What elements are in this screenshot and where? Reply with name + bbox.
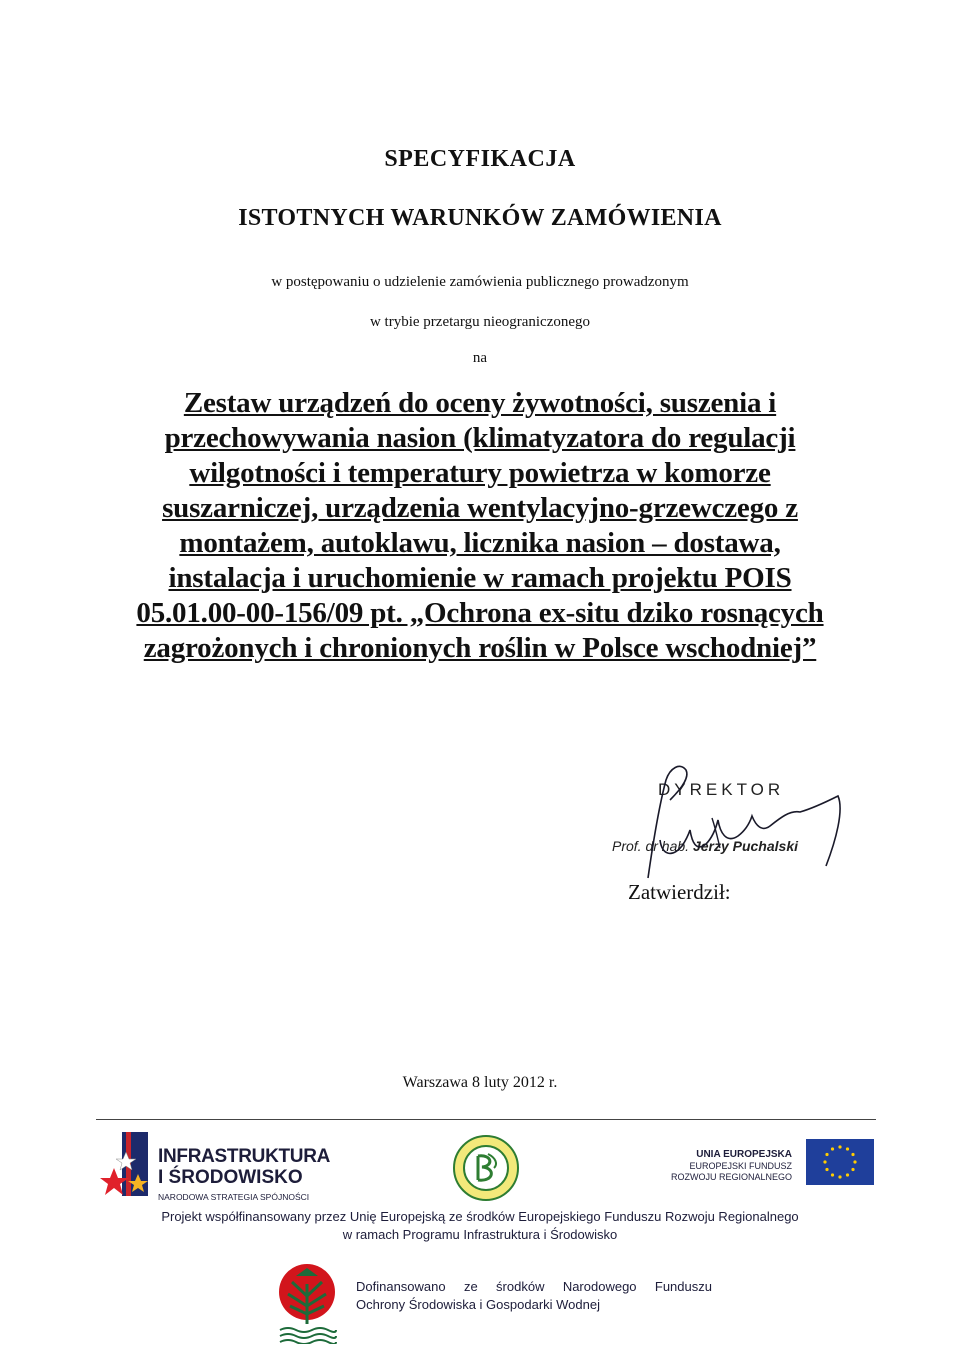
document-subtitle: ISTOTNYCH WARUNKÓW ZAMÓWIENIA (238, 205, 722, 231)
place-date: Warszawa 8 luty 2012 r. (402, 1074, 558, 1091)
nfosigw-word: Narodowego (562, 1279, 637, 1294)
document-title: SPECYFIKACJA (384, 146, 576, 172)
botanical-garden-seal-icon (452, 1134, 520, 1202)
intro-line-2: w trybie przetargu nieograniczonego (369, 314, 591, 330)
intro-line-1: w postępowaniu o udzielenie zamówienia publicznego prowadzonym (271, 274, 689, 290)
approval-label: Zatwierdził: (628, 880, 731, 904)
nfosigw-text (356, 1278, 716, 1314)
infrastruktura-srodowisko-logo (100, 1130, 340, 1210)
intro-line-3: na (472, 350, 488, 366)
nfosigw-logo-icon (276, 1262, 338, 1344)
stamp-title: DYREKTOR (658, 780, 785, 799)
eu-flag-icon (806, 1139, 874, 1185)
subject-line: wilgotności i temperatury powietrza w komorze (189, 457, 771, 489)
subject-line: montażem, autoklawu, licznika nasion – dostawa, (179, 527, 781, 559)
procurement-subject (110, 386, 850, 666)
handwritten-signature-icon (600, 760, 860, 880)
subject-line: Zestaw urządzeń do oceny żywotności, suszenia i (183, 387, 777, 419)
subject-line: przechowywania nasion (klimatyzatora do regulacji (164, 422, 796, 454)
eu-line1: UNIA EUROPEJSKA (696, 1149, 792, 1160)
cofinancing-line2: w ramach Programu Infrastruktura i Środowisko (342, 1227, 618, 1242)
is-logo-line1: INFRASTRUKTURA (158, 1146, 331, 1167)
nfosigw-line1 (356, 1278, 712, 1296)
nfosigw-word: Dofinansowano (356, 1279, 446, 1294)
is-emblem-icon (100, 1130, 156, 1210)
subject-line: zagrożonych i chronionych roślin w Polsce wschodniej” (143, 632, 817, 664)
stamp-prefix: Prof. dr hab. (612, 838, 690, 854)
footer-divider (96, 1119, 876, 1120)
subject-line: instalacja i uruchomienie w ramach projektu POIS (168, 562, 792, 594)
nfosigw-line2: Ochrony Środowiska i Gospodarki Wodnej (356, 1297, 600, 1312)
eu-fund-text (640, 1148, 792, 1183)
cofinancing-line1: Projekt współfinansowany przez Unię Europejską ze środków Europejskiego Funduszu Rozwoju Regionalnego (161, 1209, 799, 1224)
eu-line3: ROZWOJU REGIONALNEGO (670, 1172, 792, 1182)
stamp-person: Jerzy Puchalski (692, 838, 798, 854)
cofinancing-note (0, 1208, 960, 1244)
is-logo-line3: NARODOWA STRATEGIA SPÓJNOŚCI (158, 1192, 310, 1202)
subject-line: 05.01.00-00-156/09 pt. „Ochrona ex-situ dziko rosnących (136, 597, 824, 629)
is-logo-line2: I ŚRODOWISKO (158, 1167, 303, 1188)
nfosigw-word: Funduszu (654, 1279, 712, 1294)
subject-line: suszarniczej, urządzenia wentylacyjno-grzewczego z (162, 492, 798, 524)
nfosigw-word: środków (496, 1279, 545, 1294)
eu-line2: EUROPEJSKI FUNDUSZ (689, 1161, 792, 1171)
nfosigw-word: ze (463, 1279, 478, 1294)
director-stamp (600, 760, 860, 880)
